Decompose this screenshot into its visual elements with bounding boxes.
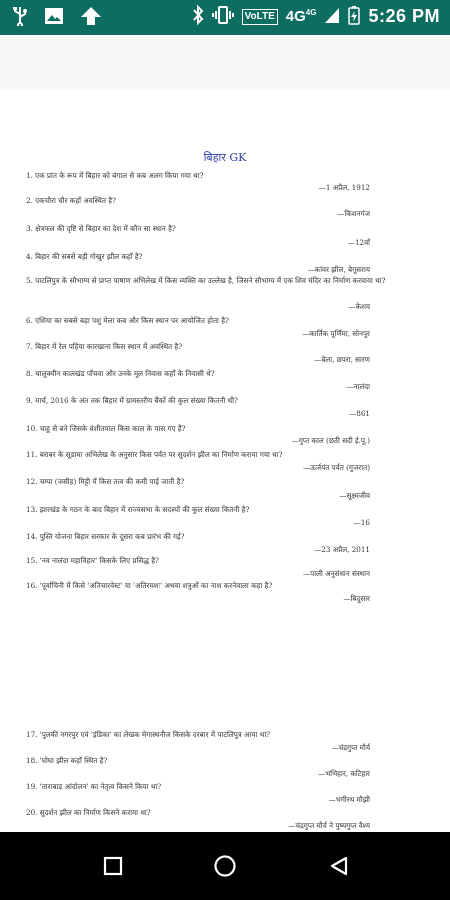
question-12: 12. चम्पा (जसीह) मिट्टी में किस तत्व की कमी पाई जाती है? bbox=[26, 477, 185, 486]
question-20: 20. सुदर्शन झील का निर्माण किसने कराया था? bbox=[26, 808, 151, 817]
status-bar bbox=[0, 0, 450, 35]
recents-square-icon bbox=[103, 856, 123, 876]
question-11: 11. बराबर के सूडामा अभिलेख के अनुसार किस पर्वत पर सुदर्शन झील का निर्माण कराया गया था? bbox=[26, 450, 283, 459]
home-circle-icon bbox=[213, 854, 237, 878]
signal-icon bbox=[324, 6, 340, 27]
question-13: 13. झारखंड के गठन के बाद बिहार में राज्यसभा के सदस्यों की कुल संख्या कितनी है? bbox=[26, 505, 250, 514]
answer-9: —861 bbox=[349, 409, 370, 418]
question-9: 9. मार्च, 2016 के अंत तक बिहार में ग्रामस्तरीय बैंकों की कुल संख्या कितनी थी? bbox=[26, 396, 238, 405]
answer-19: —भगीरथ मौझी bbox=[328, 795, 370, 804]
back-button[interactable] bbox=[321, 850, 357, 882]
question-7: 7. बिहार में रेल पहिया कारखाना किस स्थान में अवस्थित है? bbox=[26, 342, 183, 351]
volte-badge: VoLTE bbox=[242, 9, 278, 25]
question-1: 1. एक प्रांत के रूप में बिहार को बंगाल से कब अलग किया गया था? bbox=[26, 171, 204, 180]
question-19: 19. 'ताराबाड़ आंदोलन' का नेतृत्व किसने किया था? bbox=[26, 782, 162, 791]
question-5: 5. पाटलिपुत्र के सौभाग्य से प्राप्त पाषाण अभिलेख में किस व्यक्ति का उल्लेख है, जिसने सौभाग्य में एक शिव मंदिर का निर्माण करवाया था? bbox=[26, 276, 386, 285]
question-16: 16. 'पूर्वाचिनी में किसे 'अतिचारवेस्ट' या 'अतिरमशः' अथवा शत्रुओं का नाश करनेवाला कहा है? bbox=[26, 581, 273, 590]
navigation-bar bbox=[0, 832, 450, 900]
network-type: $4G^{4G}$ bbox=[285, 8, 317, 25]
question-2: 2. एकचौरा चौर कहाँ अवस्थित है? bbox=[26, 196, 116, 205]
answer-12: —सूक्ष्मजीव bbox=[339, 491, 370, 500]
answer-6: —कार्तिक पूर्णिमा, सोनपुर bbox=[302, 329, 370, 338]
question-3: 3. क्षेत्रफल की दृष्टि से बिहार का देश में कौन सा स्थान है? bbox=[26, 224, 176, 233]
question-10: 10. चाहु से बने जिसके वंशीतपाल किस काल के पास गए हैं? bbox=[26, 424, 186, 433]
answer-7: —बेला, छपरा, सारण bbox=[314, 355, 370, 364]
upload-arrow-icon bbox=[80, 6, 102, 31]
answer-17: —चंद्रगुप्त मौर्य bbox=[331, 743, 370, 752]
question-8: 8. चालुक्यीन कालखंड पाँचवा और उनके मूल निवास कहाँ के निवासी थे? bbox=[26, 369, 215, 378]
answer-10: —गुप्त काल (छठी सदी ई.पू.) bbox=[291, 436, 370, 445]
answer-1: —1 अप्रैल, 1912 bbox=[318, 183, 370, 192]
question-18: 18. 'घोघा झील कहाँ स्थित है? bbox=[26, 756, 108, 765]
question-14: 14. पुस्ति योजना बिहार सरकार के दूसरा कब प्रारंभ की गई? bbox=[26, 532, 185, 541]
battery-charging-icon bbox=[348, 5, 360, 28]
answer-13: —16 bbox=[353, 518, 370, 527]
clock: 5:26 PM bbox=[368, 6, 440, 26]
home-button[interactable] bbox=[207, 850, 243, 882]
image-icon bbox=[44, 6, 64, 31]
answer-3: —12वाँ bbox=[347, 238, 370, 247]
answer-5: —केशव bbox=[348, 302, 370, 311]
answer-14: —23 अप्रैल, 2011 bbox=[314, 545, 370, 554]
document-page[interactable] bbox=[0, 90, 450, 832]
document-title: बिहार GK bbox=[203, 151, 247, 164]
question-17: 17. 'पुलकी नगरपुर एवं 'इंडिका' का लेखक मेगास्थनीज किसके दरबार में पाटलिपुत्र आया था? bbox=[26, 730, 271, 739]
status-left bbox=[12, 6, 102, 31]
answer-4: —कांवर झील, बेगूसराय bbox=[307, 265, 370, 274]
bluetooth-icon bbox=[192, 5, 204, 28]
status-right bbox=[192, 5, 440, 28]
app-toolbar bbox=[0, 35, 450, 90]
answer-15: —पाली अनुसंधान संस्थान bbox=[302, 569, 370, 578]
answer-8: —नालंदा bbox=[346, 382, 370, 391]
answer-16: —बिदुसार bbox=[343, 594, 370, 603]
answer-18: —भभिहार, कटिहार bbox=[318, 769, 370, 778]
question-15: 15. 'नव नालंदा महाविहार' किसके लिए प्रसिद्ध है? bbox=[26, 556, 159, 565]
question-4: 4. बिहार की सबसे बड़ी गोखुर झील कहाँ है? bbox=[26, 252, 143, 261]
answer-11: —ऊर्जयंत पर्वत (गुजरात) bbox=[302, 463, 370, 472]
question-6: 6. एशिया का सबसे बड़ा पशु मेला कब और किस स्थान पर आयोजित होता है? bbox=[26, 316, 229, 325]
vibrate-icon bbox=[212, 5, 234, 28]
recents-button[interactable] bbox=[95, 850, 131, 882]
usb-icon bbox=[12, 6, 28, 31]
answer-20: —चंद्रगुप्त मौर्य ने पुष्यगुप्त वैश्य bbox=[288, 821, 370, 830]
back-triangle-icon bbox=[328, 855, 350, 877]
answer-2: —किशनगंज bbox=[337, 209, 370, 218]
